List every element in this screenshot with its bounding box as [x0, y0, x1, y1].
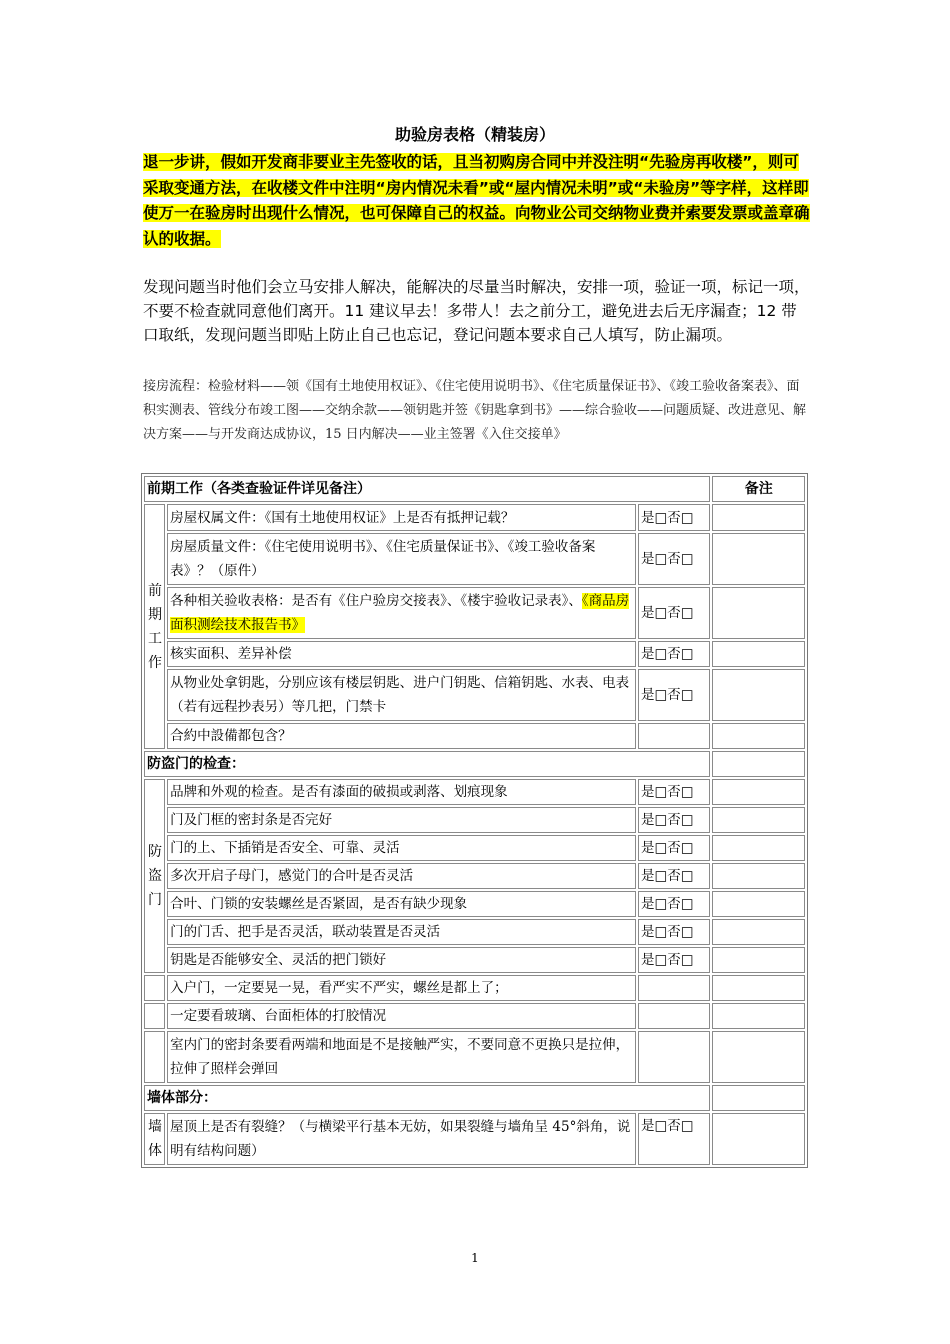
table-row	[144, 1031, 805, 1083]
table-row	[144, 891, 805, 917]
table-row	[144, 779, 805, 805]
yes-no-checkbox[interactable]: 是□否□	[638, 807, 710, 833]
highlighted-report-name: 《商品房面积测绘技术报告书》	[170, 593, 630, 633]
table-row	[144, 807, 805, 833]
remark-cell	[712, 1031, 805, 1083]
door-item: 钥匙是否能够安全、灵活的把门锁好	[167, 947, 636, 973]
remark-cell	[712, 751, 805, 777]
prework-item: 从物业处拿钥匙，分别应该有楼层钥匙、进户门钥匙、信箱钥匙、水表、电表（若有远程抄表另）等几把，门禁卡	[167, 669, 636, 721]
page-number: 1	[471, 1251, 479, 1265]
door-item: 门及门框的密封条是否完好	[167, 807, 636, 833]
table-row	[144, 669, 805, 721]
table-row	[144, 723, 805, 749]
empty-check-cell	[638, 723, 710, 749]
section-row	[144, 1085, 805, 1111]
process-paragraph: 接房流程：检验材料——领《国有土地使用权证》、《住宅使用说明书》、《住宅质量保证书》、《竣工验收备案表》、面积实测表、管线分布竣工图——交纳余款——领钥匙并签《钥匙拿到书》——综合验收——问题质疑、改进意见、解决方案——与开发商达成协议，15 日内解决——业主签署《入住交接单》	[143, 379, 807, 442]
remark-cell	[712, 891, 805, 917]
table-row	[144, 835, 805, 861]
door-item: 多次开启子母门，感觉门的合叶是否灵活	[167, 863, 636, 889]
door-item: 品牌和外观的检查。是否有漆面的破损或剥落、划痕现象	[167, 779, 636, 805]
door-group-label: 防盗门	[144, 779, 165, 973]
table-row	[144, 1003, 805, 1029]
remark-cell	[712, 975, 805, 1001]
door-item: 门的门舌、把手是否灵活，联动装置是否灵活	[167, 919, 636, 945]
prework-item: 房屋质量文件：《住宅使用说明书》、《住宅质量保证书》、《竣工验收备案表》？（原件）	[167, 533, 636, 585]
tips-paragraph: 发现问题当时他们会立马安排人解决，能解决的尽量当时解决，安排一项，验证一项，标记一项，不要不检查就同意他们离开。11 建议早去！多带人！去之前分工，避免进去后无序漏查；12 带口取纸，发现问题当即贴上防止自己也忘记，登记问题本要求自己人填写，防止漏项。	[143, 278, 810, 344]
empty-group-cell	[144, 975, 165, 1001]
prework-group-label: 前期工作	[144, 504, 165, 749]
remark-heading: 备注	[712, 476, 805, 502]
table-row	[144, 587, 805, 639]
table-row	[144, 504, 805, 531]
remark-cell	[712, 504, 805, 531]
door-item: 门的上、下插销是否安全、可靠、灵活	[167, 835, 636, 861]
remark-cell	[712, 1003, 805, 1029]
remark-cell	[712, 669, 805, 721]
door-extra-item: 入户门，一定要晃一晃，看严实不严实，螺丝是都上了；	[167, 975, 636, 1001]
remark-cell	[712, 947, 805, 973]
yes-no-checkbox[interactable]: 是□否□	[638, 947, 710, 973]
remark-cell	[712, 835, 805, 861]
remark-cell	[712, 807, 805, 833]
remark-cell	[712, 723, 805, 749]
wall-group-label: 墙体	[144, 1113, 165, 1165]
yes-no-checkbox[interactable]: 是□否□	[638, 779, 710, 805]
remark-cell	[712, 919, 805, 945]
notice-highlight: 退一步讲，假如开发商非要业主先签收的话，且当初购房合同中并没注明“先验房再收楼”，则可采取变通方法，在收楼文件中注明“房内情况未看”或“屋内情况未明”或“未验房”等字样，这样即使万一在验房时出现什么情况，也可保障自己的权益。向物业公司交纳物业费并索要发票或盖章确认的收据。	[143, 153, 810, 248]
remark-cell	[712, 863, 805, 889]
prework-item: 合約中設備都包含？	[167, 723, 636, 749]
remark-cell	[712, 779, 805, 805]
yes-no-checkbox[interactable]: 是□否□	[638, 863, 710, 889]
table-row	[144, 919, 805, 945]
door-item: 合叶、门锁的安装螺丝是否紧固，是否有缺少现象	[167, 891, 636, 917]
page-title: 助验房表格（精装房）	[394, 125, 555, 144]
door-extra-item: 室内门的密封条要看两端和地面是不是接触严实，不要同意不更换只是拉伸，拉伸了照样会弹回	[167, 1031, 636, 1083]
notice-paragraph	[143, 150, 811, 252]
wall-item: 屋顶上是否有裂缝？（与横梁平行基本无妨，如果裂缝与墙角呈 45°斜角，说明有结构问题）	[167, 1113, 636, 1165]
empty-group-cell	[144, 1031, 165, 1083]
door-section-heading: 防盗门的检查：	[144, 751, 710, 777]
yes-no-checkbox[interactable]: 是□否□	[638, 669, 710, 721]
remark-cell	[712, 641, 805, 667]
prework-item-text: 各种相关验收表格：是否有《住户验房交接表》、《楼宇验收记录表》、	[170, 593, 582, 609]
remark-cell	[712, 1085, 805, 1111]
empty-check-cell	[638, 975, 710, 1001]
remark-cell	[712, 533, 805, 585]
remark-cell	[712, 587, 805, 639]
empty-group-cell	[144, 1003, 165, 1029]
empty-check-cell	[638, 1031, 710, 1083]
yes-no-checkbox[interactable]: 是□否□	[638, 835, 710, 861]
table-row	[144, 641, 805, 667]
yes-no-checkbox[interactable]: 是□否□	[638, 504, 710, 531]
remark-cell	[712, 1113, 805, 1165]
prework-item	[167, 587, 636, 639]
prework-item: 房屋权属文件：《国有土地使用权证》上是否有抵押记载？	[167, 504, 636, 531]
table-header-row	[144, 476, 805, 502]
inspection-table	[141, 473, 808, 1168]
prework-item: 核实面积、差异补偿	[167, 641, 636, 667]
table-row	[144, 975, 805, 1001]
empty-check-cell	[638, 1003, 710, 1029]
yes-no-checkbox[interactable]: 是□否□	[638, 919, 710, 945]
yes-no-checkbox[interactable]: 是□否□	[638, 891, 710, 917]
table-row	[144, 863, 805, 889]
table-row	[144, 947, 805, 973]
door-extra-item: 一定要看玻璃、台面柜体的打胶情况	[167, 1003, 636, 1029]
yes-no-checkbox[interactable]: 是□否□	[638, 587, 710, 639]
table-row	[144, 1113, 805, 1165]
yes-no-checkbox[interactable]: 是□否□	[638, 533, 710, 585]
yes-no-checkbox[interactable]: 是□否□	[638, 1113, 710, 1165]
yes-no-checkbox[interactable]: 是□否□	[638, 641, 710, 667]
prework-section-heading: 前期工作（各类查验证件详见备注）	[144, 476, 710, 502]
table-row	[144, 533, 805, 585]
section-row	[144, 751, 805, 777]
wall-section-heading: 墙体部分：	[144, 1085, 710, 1111]
